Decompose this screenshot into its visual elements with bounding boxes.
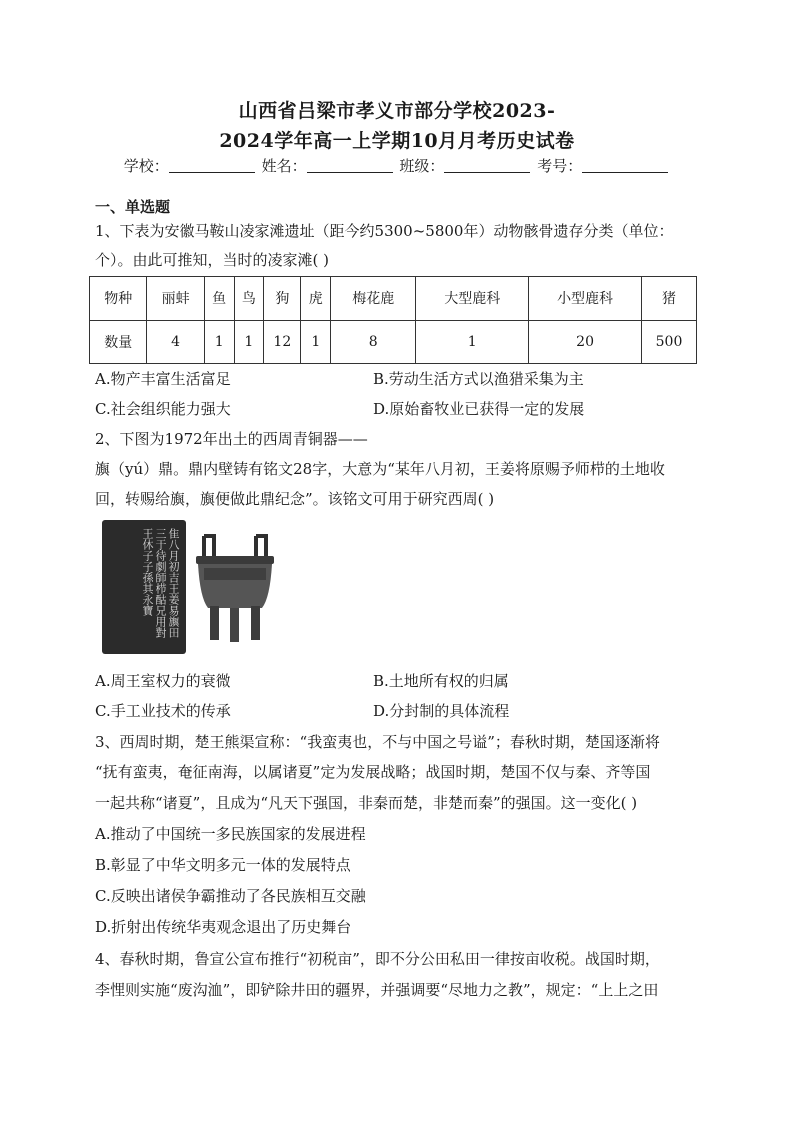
q1-option-d[interactable]: D.原始畜牧业已获得一定的发展 — [373, 400, 585, 418]
class-blank[interactable] — [444, 158, 530, 173]
q2-stem-line2: 旟（yú）鼎。鼎内壁铸有铭文28字，大意为“某年八月初，王姜将原赐予师栉的土地收 — [95, 460, 665, 478]
table-cell: 1 — [204, 320, 234, 364]
q2-option-a[interactable]: A.周王室权力的衰微 — [95, 672, 231, 690]
ding-leg-middle — [230, 608, 239, 642]
table-row-label: 数量 — [90, 320, 147, 364]
q1-option-a[interactable]: A.物产丰富生活富足 — [95, 370, 231, 388]
table-header-cell: 狗 — [264, 277, 301, 321]
table-cell: 12 — [264, 320, 301, 364]
inscription-text: 隹八月初吉王姜易旟田三于待劇師栉酤兄用對王休子子孫其永寶 — [141, 528, 180, 638]
ding-left-handle — [204, 536, 214, 558]
ding-rim — [196, 556, 274, 564]
ding-right-handle — [256, 536, 266, 558]
table-header-cell: 大型鹿科 — [416, 277, 529, 321]
exam-title-line1: 山西省吕梁市孝义市部分学校2023- — [238, 100, 556, 122]
exam-number-blank[interactable] — [582, 158, 668, 173]
q2-stem-line3: 回，转赐给旟，旟便做此鼎纪念”。该铭文可用于研究西周( ) — [95, 490, 495, 508]
table-header-cell: 猪 — [642, 277, 697, 321]
student-info-row — [0, 155, 794, 176]
q2-option-b[interactable]: B.土地所有权的归属 — [373, 672, 509, 690]
table-cell: 20 — [529, 320, 642, 364]
q1-stem-line2: 个）。由此可推知，当时的凌家滩( ) — [95, 251, 329, 269]
q1-option-c[interactable]: C.社会组织能力强大 — [95, 400, 231, 418]
table-cell: 8 — [331, 320, 416, 364]
q1-stem-line1: 1、下表为安徽马鞍山凌家滩遗址（距今约5300~5800年）动物骸骨遗存分类（单位： — [95, 222, 674, 240]
table-row — [90, 320, 697, 364]
ding-leg-left — [210, 606, 219, 640]
q4-stem-line1: 4、春秋时期，鲁宣公宣布推行“初税亩”，即不分公田私田一律按亩收税。战国时期， — [95, 950, 660, 968]
table-header-cell: 丽蚌 — [147, 277, 204, 321]
q3-option-c[interactable]: C.反映出诸侯争霸推动了各民族相互交融 — [95, 887, 366, 905]
table-header-cell: 小型鹿科 — [529, 277, 642, 321]
table-header-cell: 物种 — [90, 277, 147, 321]
table-header-cell: 鸟 — [234, 277, 264, 321]
school-label: 学校： — [123, 157, 169, 175]
table-header-cell: 虎 — [301, 277, 331, 321]
class-label: 班级： — [399, 157, 445, 175]
table-cell: 500 — [642, 320, 697, 364]
q2-option-d[interactable]: D.分封制的具体流程 — [373, 702, 510, 720]
school-blank[interactable] — [169, 158, 255, 173]
exam-title-line2: 2024学年高一上学期10月月考历史试卷 — [219, 130, 575, 152]
q1-option-b[interactable]: B.劳动生活方式以渔猎采集为主 — [373, 370, 584, 388]
q2-option-c[interactable]: C.手工业技术的传承 — [95, 702, 231, 720]
table-cell: 1 — [234, 320, 264, 364]
table-header-row — [90, 277, 697, 321]
animal-remains-table — [89, 276, 697, 364]
q4-stem-line2: 李悝则实施“废沟洫”，即铲除井田的疆界，并强调要“尽地力之教”，规定：“上上之田 — [95, 981, 659, 999]
name-label: 姓名： — [261, 157, 307, 175]
table-cell: 4 — [147, 320, 204, 364]
table-cell: 1 — [416, 320, 529, 364]
q3-option-b[interactable]: B.彰显了中华文明多元一体的发展特点 — [95, 856, 351, 874]
section-heading: 一、单选题 — [95, 198, 171, 216]
table-cell: 1 — [301, 320, 331, 364]
exam-number-label: 考号： — [537, 157, 583, 175]
q3-stem-line1: 3、西周时期，楚王熊渠宣称：“我蛮夷也，不与中国之号谥”；春秋时期，楚国逐渐将 — [95, 733, 660, 751]
q2-stem-line1: 2、下图为1972年出土的西周青铜器—— — [95, 430, 368, 448]
q3-stem-line3: 一起共称“诸夏”，且成为“凡天下强国，非秦而楚，非楚而秦”的强国。这一变化( ) — [95, 794, 638, 812]
ding-decor-band — [204, 568, 266, 580]
table-header-cell: 梅花鹿 — [331, 277, 416, 321]
q3-option-a[interactable]: A.推动了中国统一多民族国家的发展进程 — [95, 825, 366, 843]
ding-leg-right — [251, 606, 260, 640]
table-header-cell: 鱼 — [204, 277, 234, 321]
q3-stem-line2: “抚有蛮夷，奄征南海，以属诸夏”定为发展战略；战国时期，楚国不仅与秦、齐等国 — [95, 763, 651, 781]
bronze-ding-image — [190, 528, 280, 646]
name-blank[interactable] — [307, 158, 393, 173]
q3-option-d[interactable]: D.折射出传统华夷观念退出了历史舞台 — [95, 918, 352, 936]
